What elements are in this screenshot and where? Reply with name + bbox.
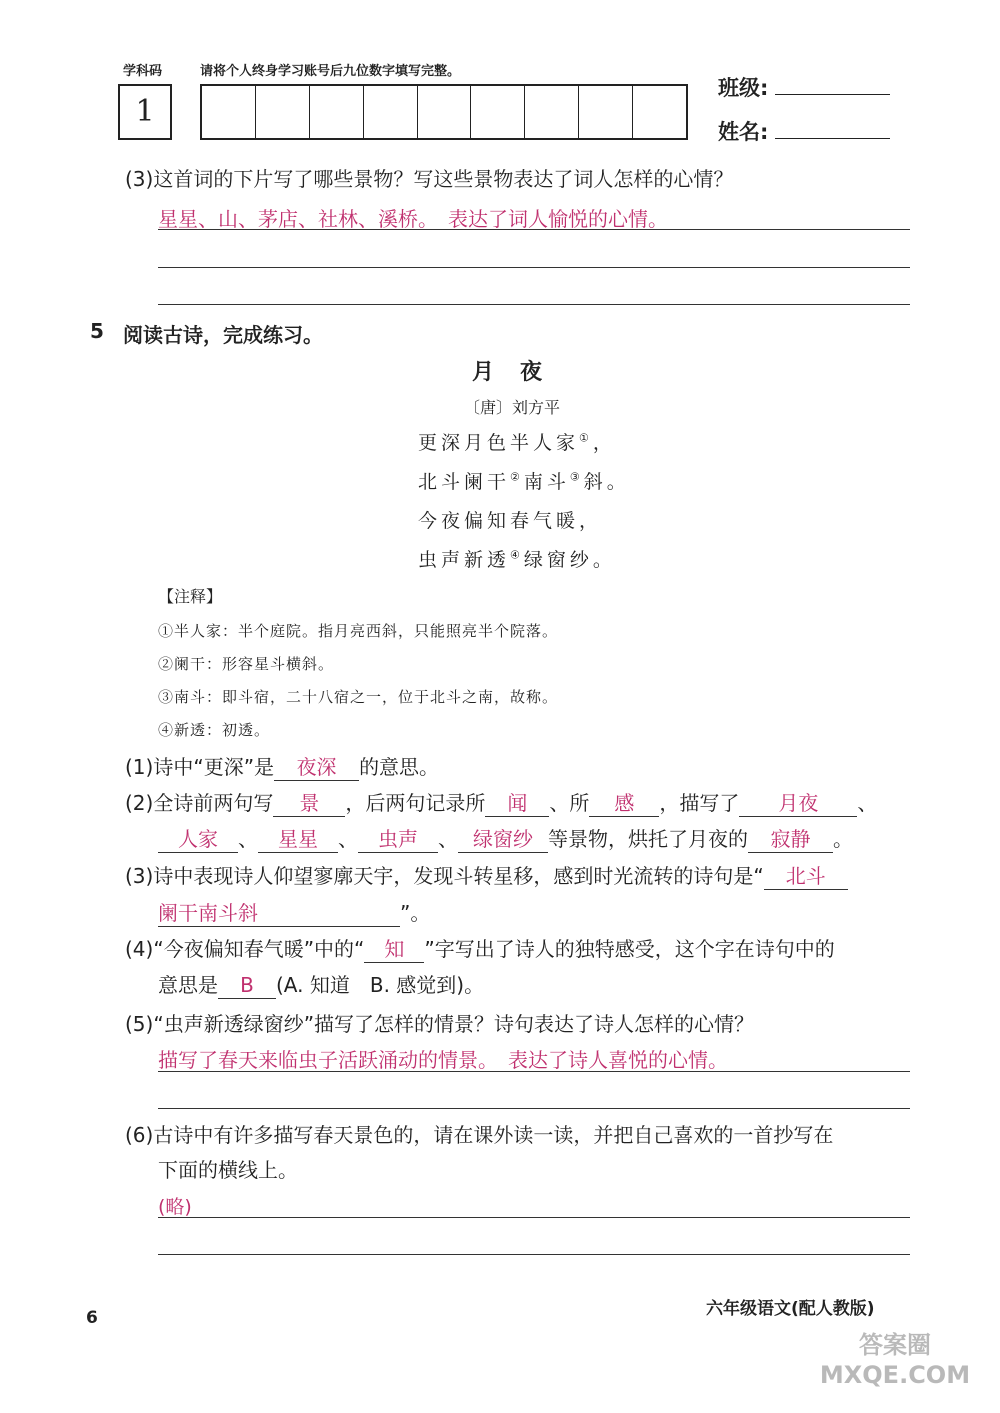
note-item: ①半人家：半个庭院。指月亮西斜，只能照亮半个院落。 bbox=[158, 622, 559, 640]
question-1: (1)诗中“更深”是 夜深 的意思。 bbox=[125, 755, 440, 779]
question-2-line-2: 人家 、 星星 、 虫声 、 绿窗纱 等景物，烘托了月夜的 寂静 。 bbox=[158, 824, 853, 854]
answer-line bbox=[158, 1071, 910, 1072]
answer-blank[interactable]: 绿窗纱 bbox=[458, 826, 548, 853]
class-label: 班级: bbox=[718, 76, 769, 100]
notes-title: 【注释】 bbox=[158, 587, 223, 606]
note-item: ④新透：初透。 bbox=[158, 721, 271, 739]
digit-box[interactable] bbox=[256, 86, 310, 138]
digit-box[interactable] bbox=[579, 86, 633, 138]
answer-line bbox=[158, 304, 910, 305]
digit-box[interactable] bbox=[202, 86, 256, 138]
digit-box[interactable] bbox=[364, 86, 418, 138]
answer-blank[interactable]: 虫声 bbox=[358, 826, 438, 853]
digit-box[interactable] bbox=[525, 86, 579, 138]
answer-blank[interactable]: 星星 bbox=[258, 826, 338, 853]
section-title: 阅读古诗，完成练习。 bbox=[123, 323, 323, 347]
answer-blank[interactable]: 感 bbox=[589, 790, 659, 817]
answer-blank[interactable]: 闻 bbox=[485, 790, 549, 817]
answer-line bbox=[158, 1108, 910, 1109]
answer-blank[interactable]: 知 bbox=[364, 936, 424, 963]
poem-line: 北斗阑干②南斗③斜。 bbox=[418, 470, 630, 493]
digit-box[interactable] bbox=[418, 86, 472, 138]
question-6-answer: (略) bbox=[158, 1196, 192, 1218]
class-field[interactable] bbox=[775, 94, 890, 95]
answer-blank[interactable]: 景 bbox=[273, 790, 345, 817]
question-4-line-1: (4)“今夜偏知春气暖”中的“ 知 ”字写出了诗人的独特感受，这个字在诗句中的 bbox=[125, 937, 835, 961]
name-field[interactable] bbox=[775, 138, 890, 139]
question-2-line-1: (2)全诗前两句写 景 ，后两句记录所 闻 、所 感 ，描写了 月夜 、 bbox=[125, 791, 878, 815]
page-number: 6 bbox=[86, 1308, 98, 1328]
digit-box[interactable] bbox=[471, 86, 525, 138]
answer-line bbox=[158, 1254, 910, 1255]
poem-author: 〔唐〕刘方平 bbox=[464, 398, 561, 417]
watermark-logo: 答案圈 MXQE.COM bbox=[819, 1331, 971, 1389]
question-6-line-2: 下面的横线上。 bbox=[158, 1158, 298, 1182]
section-number: 5 bbox=[90, 319, 104, 343]
subject-code-label: 学科码 bbox=[123, 64, 163, 79]
answer-blank[interactable]: 人家 bbox=[158, 826, 238, 853]
name-label: 姓名: bbox=[718, 120, 769, 144]
question-5-answer: 描写了春天来临虫子活跃涌动的情景。 表达了诗人喜悦的心情。 bbox=[158, 1048, 728, 1072]
account-instruction: 请将个人终身学习账号后九位数字填写完整。 bbox=[200, 64, 461, 79]
answer-line bbox=[158, 1217, 910, 1218]
question-6-line-1: (6)古诗中有许多描写春天景色的，请在课外读一读，并把自己喜欢的一首抄写在 bbox=[125, 1123, 834, 1147]
answer-blank[interactable]: 北斗 bbox=[764, 863, 848, 890]
answer-blank[interactable]: 阑干南斗斜 bbox=[158, 900, 400, 927]
question-3-line-2: 阑干南斗斜 ”。 bbox=[158, 901, 431, 925]
prev-question-3-answer: 星星、山、茅店、社林、溪桥。 表达了词人愉悦的心情。 bbox=[158, 207, 668, 231]
answer-blank[interactable]: 月夜 bbox=[739, 790, 857, 817]
answer-blank[interactable]: 寂静 bbox=[748, 826, 833, 853]
subject-code-box[interactable]: 1 bbox=[118, 84, 172, 140]
poem-line: 更深月色半人家①， bbox=[418, 431, 616, 454]
poem-title: 月 夜 bbox=[472, 359, 545, 385]
poem-line: 今夜偏知春气暖， bbox=[418, 510, 603, 532]
answer-line bbox=[158, 267, 910, 268]
prev-question-3: (3)这首词的下片写了哪些景物？写这些景物表达了词人怎样的心情？ bbox=[125, 167, 734, 191]
account-digit-boxes[interactable] bbox=[200, 84, 688, 140]
question-4-line-2: 意思是 B (A. 知道 B. 感觉到)。 bbox=[158, 973, 485, 997]
note-item: ③南斗：即斗宿，二十八宿之一，位于北斗之南，故称。 bbox=[158, 688, 559, 706]
question-3-line-1: (3)诗中表现诗人仰望寥廓天宇，发现斗转星移，感到时光流转的诗句是“ 北斗 bbox=[125, 861, 848, 891]
book-title: 六年级语文(配人教版) bbox=[706, 1299, 875, 1319]
answer-blank[interactable]: 夜深 bbox=[274, 754, 359, 781]
answer-line bbox=[158, 229, 910, 230]
digit-box[interactable] bbox=[633, 86, 686, 138]
digit-box[interactable] bbox=[310, 86, 364, 138]
answer-blank[interactable]: B bbox=[218, 972, 276, 999]
question-5: (5)“虫声新透绿窗纱”描写了怎样的情景？诗句表达了诗人怎样的心情？ bbox=[125, 1012, 755, 1036]
poem-line: 虫声新透④绿窗纱。 bbox=[418, 548, 616, 571]
note-item: ②阑干：形容星斗横斜。 bbox=[158, 655, 335, 673]
